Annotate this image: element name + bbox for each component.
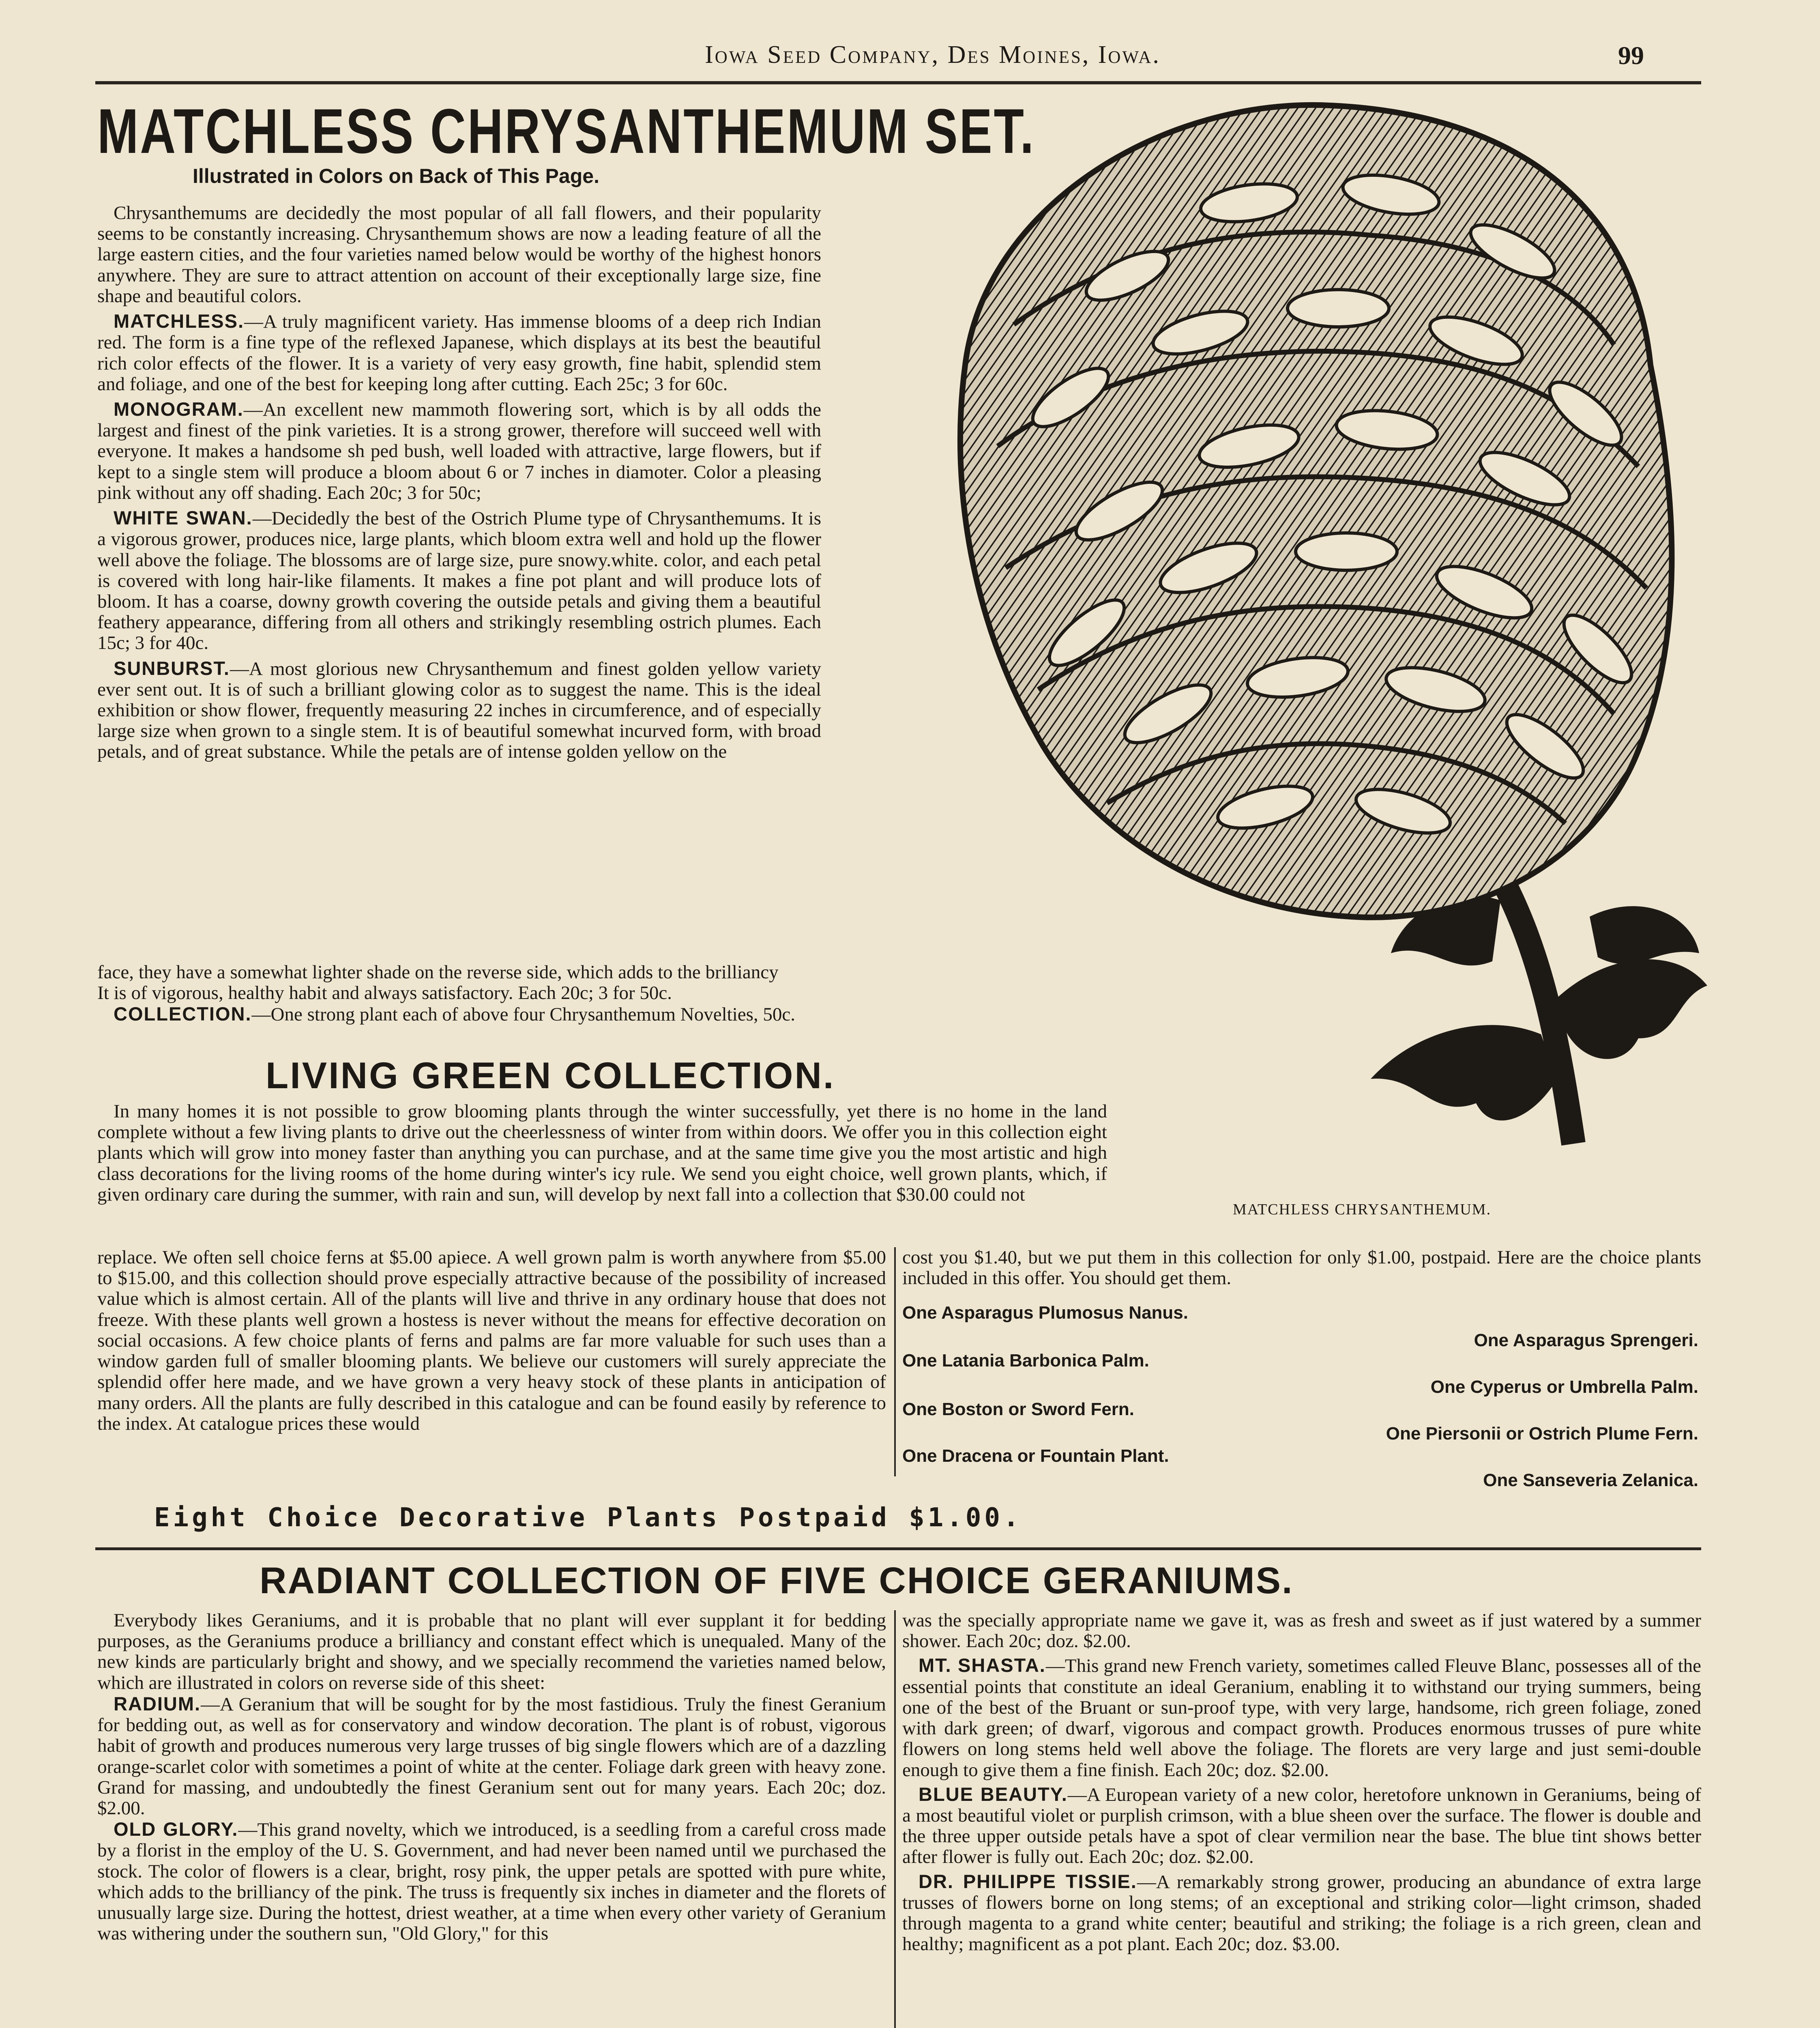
geraniums-title: RADIANT COLLECTION OF FIVE CHOICE GERANIUMS. <box>260 1560 1294 1601</box>
item-name: MATCHLESS. <box>114 310 245 332</box>
item-description: —Decidedly the best of the Ostrich Plume type of Chrysanthemums. It is a vigorous grower, produces nice, large plants, which bloom extra well and hold up the flower well above the foliage. The blossoms are of large size, pure snowy.white. color, and each petal is covered with long hair-like filaments. It makes a fine pot plant and will produce lots of bloom. It has a coarse, downy growth covering the outside petals and giving them a beautiful feathery appearance, differing from all others and strikingly resembling ostrich plumes. Each 15c; 3 for 40c. <box>97 508 822 654</box>
item-description: —This grand new French variety, sometimes called Fleuve Blanc, possesses all of the essential points that constitute an ideal Geranium, enabling it to withstand our trying summers, being one of the best of the Bruant or sun-proof type, with very large, handsome, rich green foliage, zoned with dark green; of dwarf, vigorous and compact growth. Produces enormous trusses of pure white flowers on long stems held well above the foliage. The florets are very large and just semi-double enough to give them a fine finish. Each 20c; doz. $2.00. <box>902 1655 1702 1781</box>
engraving-caption: MATCHLESS CHRYSANTHEMUM. <box>1233 1201 1492 1218</box>
plant-item: One Sanseveria Zelanica. <box>1483 1470 1698 1490</box>
plant-item: One Cyperus or Umbrella Palm. <box>1430 1377 1698 1397</box>
item-description: —A Geranium that will be sought for by the most fastidious. Truly the finest Geranium for bedding out, as well as for conservatory and window decoration. The plant is of robust, vigorous habit of growth and produces numerous very large trusses of big single flowers which are of a dazzling orange-scarlet color with sometimes a point of white at the center. Foliage dark green with heavy zone. Grand for massing, and undoubtedly the finest Geranium sent out for many years. Each 20c; doz. $2.00. <box>97 1693 886 1819</box>
chrysanthemum-engraving <box>843 81 1715 1229</box>
item-name: RADIUM. <box>114 1693 201 1714</box>
plant-item: One Dracena or Fountain Plant. <box>902 1446 1169 1466</box>
living-green-left-column: replace. We often sell choice ferns at $5.00 apiece. A well grown palm is worth anywhere from $5.00 to $15.00, and this collection should prove especially attractive because of the possibility of increased value which is almost certain. All of the plants will live and thrive in any ordinary house that does not freeze. With these plants well grown a hostess is never without the means for effective decoration on social occasions. A few choice plants of ferns and palms are far more valuable for such uses than a window garden full of smaller blooming plants. We believe our customers will surely appreciate the splendid offer here made, and we have grown a very heavy stock of these plants in anticipation of many orders. All the plants are fully described in this catalogue and can be found easily by reference to the index. At catalogue prices these would <box>97 1247 886 1434</box>
item-description: —A most glorious new Chrysanthemum and finest golden yellow variety ever sent out. It is of such a brilliant glowing color as to suggest the name. This is the ideal exhibition or show flower, frequently measuring 22 inches in circumference, and of especially large size when grown to a single stem. It is of beautiful somewhat incurved form, with broad petals, and of great substance. While the petals are of intense golden yellow on the <box>97 658 821 763</box>
living-green-banner: Eight Choice Decorative Plants Postpaid $1.00. <box>154 1503 1022 1533</box>
item-old-glory <box>97 1819 886 1944</box>
old-glory-continuation: was the specially appropriate name we gave it, was as fresh and sweet as if just watered by a summer shower. Each 20c; doz. $2.00. <box>902 1610 1701 1652</box>
item-mt-shasta <box>902 1655 1701 1780</box>
living-green-intro: In many homes it is not possible to grow blooming plants through the winter successfully, yet there is no home in the land complete without a few living plants to drive out the cheerlessness of winter from within doors. We offer you in this collection eight plants which will grow into money faster than anything you can purchase, and at the same time give you the most artistic and high class decorations for the living rooms of the home during winter's icy rule. We send you eight choice, well grown plants, which, if given ordinary care during the summer, with rain and sun, will develop by next fall into a collection that $30.00 could not <box>97 1101 1107 1205</box>
plant-item: One Asparagus Sprengeri. <box>1474 1330 1698 1350</box>
item-name: DR. PHILIPPE TISSIE. <box>919 1870 1137 1892</box>
item-description: —This grand novelty, which we introduced, is a seedling from a careful cross made by a florist in the employ of the U. S. Government, and had never been named until we purchased the stock. The color of flowers is a clear, bright, rosy pink, the upper petals are spotted with pure white, which adds to the brilliancy of the pink. The truss is frequently six inches in diameter and the florets of unusually large size. During the hottest, driest weather, at a time when every other variety of Geranium was withering under the southern sun, "Old Glory," for this <box>97 1819 886 1944</box>
item-white-swan <box>97 507 821 654</box>
geraniums-left-column <box>97 1610 886 1944</box>
item-name: WHITE SWAN. <box>114 507 253 529</box>
item-name: MONOGRAM. <box>114 398 244 420</box>
item-description: —One strong plant each of above four Chrysanthemum Novelties, 50c. <box>251 1004 796 1025</box>
plant-item: One Boston or Sword Fern. <box>902 1399 1135 1419</box>
item-dr-philippe-tissie <box>902 1871 1701 1955</box>
item-blue-beauty <box>902 1784 1701 1868</box>
living-green-right-column: cost you $1.40, but we put them in this collection for only $1.00, postpaid. Here are the choice plants included in this offer. You should get them. <box>902 1247 1701 1289</box>
chrysanthemum-title: MATCHLESS CHRYSANTHEMUM SET. <box>97 96 1035 167</box>
item-name: MT. SHASTA. <box>919 1654 1046 1676</box>
item-name: COLLECTION. <box>114 1003 252 1025</box>
item-description: —An excellent new mammoth flowering sort, which is by all odds the largest and finest of the pink varieties. It is a strong grower, therefore will succeed well with everyone. It makes a handsome sh ped bush, well loaded with attractive, large flowers, but if kept to a single stem will produce a bloom about 6 or 7 inches in diamoter. Color a pleasing pink without any off shading. Each 20c; 3 for 50c; <box>97 399 821 503</box>
item-name: OLD GLORY. <box>114 1818 238 1840</box>
item-matchless <box>97 311 821 395</box>
item-description: —A truly magnificent variety. Has immense blooms of a deep rich Indian red. The form is a fine type of the reflexed Japanese, which displays at its best the beautiful rich color effects of the flower. It is a variety of very easy growth, fine habit, splendid stem and foliage, and one of the best for keeping long after cutting. Each 25c; 3 for 60c. <box>97 311 821 395</box>
column-divider <box>894 1610 896 2028</box>
geraniums-intro: Everybody likes Geraniums, and it is probable that no plant will ever supplant it for bedding purposes, as the Geraniums produce a brilliancy and constant effect which is unequaled. Many of the new kinds are particularly bright and showy, and we specially recommend the varieties named below, which are illustrated in colors on reverse side of this sheet: <box>97 1610 886 1693</box>
item-description: —A remarkably strong grower, producing an abundance of extra large trusses of flowers borne on long stems; of an exceptional and striking color—light crimson, shaded through magenta to a grand white center; beautiful and striking; the foliage is a rich green, clean and healthy; magnificent as a pot plant. Each 20c; doz. $3.00. <box>902 1871 1701 1955</box>
chrysanthemum-text <box>97 203 821 763</box>
item-radium <box>97 1693 886 1819</box>
chrysanthemum-intro: Chrysanthemums are decidedly the most popular of all fall flowers, and their popularity seems to be constantly increasing. Chrysanthemum shows are now a leading feature of all the large eastern cities, and the four varieties named below would be worthy of the highest honors anywhere. They are sure to attract attention on account of their exceptionally large size, fine shape and beautiful colors. <box>97 202 821 307</box>
geraniums-right-column <box>902 1610 1701 1955</box>
section-rule <box>95 1547 1701 1550</box>
living-green-title: LIVING GREEN COLLECTION. <box>266 1055 835 1096</box>
item-name: BLUE BEAUTY. <box>919 1783 1068 1805</box>
item-name: SUNBURST. <box>114 657 230 679</box>
chrysanthemum-subtitle: Illustrated in Colors on Back of This Page. <box>193 165 599 187</box>
plant-item: One Asparagus Plumosus Nanus. <box>902 1303 1188 1323</box>
sunburst-line-2: face, they have a somewhat lighter shade on the reverse side, which adds to the brilliancy <box>97 962 779 983</box>
item-monogram <box>97 399 821 503</box>
page-number: 99 <box>1618 41 1644 70</box>
sunburst-line-3: It is of vigorous, healthy habit and always satisfactory. Each 20c; 3 for 50c. <box>97 982 672 1004</box>
running-header: Iowa Seed Company, Des Moines, Iowa. <box>705 41 1161 69</box>
plant-item: One Piersonii or Ostrich Plume Fern. <box>1386 1424 1698 1444</box>
item-description: —A European variety of a new color, heretofore unknown in Geraniums, being of a most beautiful violet or purplish crimson, with a blue sheen over the surface. The flower is double and the three upper outside petals have a spot of clear vermilion near the base. The blue tint shows better after flower is fully out. Each 20c; doz. $2.00. <box>902 1784 1701 1868</box>
item-sunburst <box>97 658 821 763</box>
plant-item: One Latania Barbonica Palm. <box>902 1351 1149 1371</box>
column-divider <box>894 1247 896 1476</box>
